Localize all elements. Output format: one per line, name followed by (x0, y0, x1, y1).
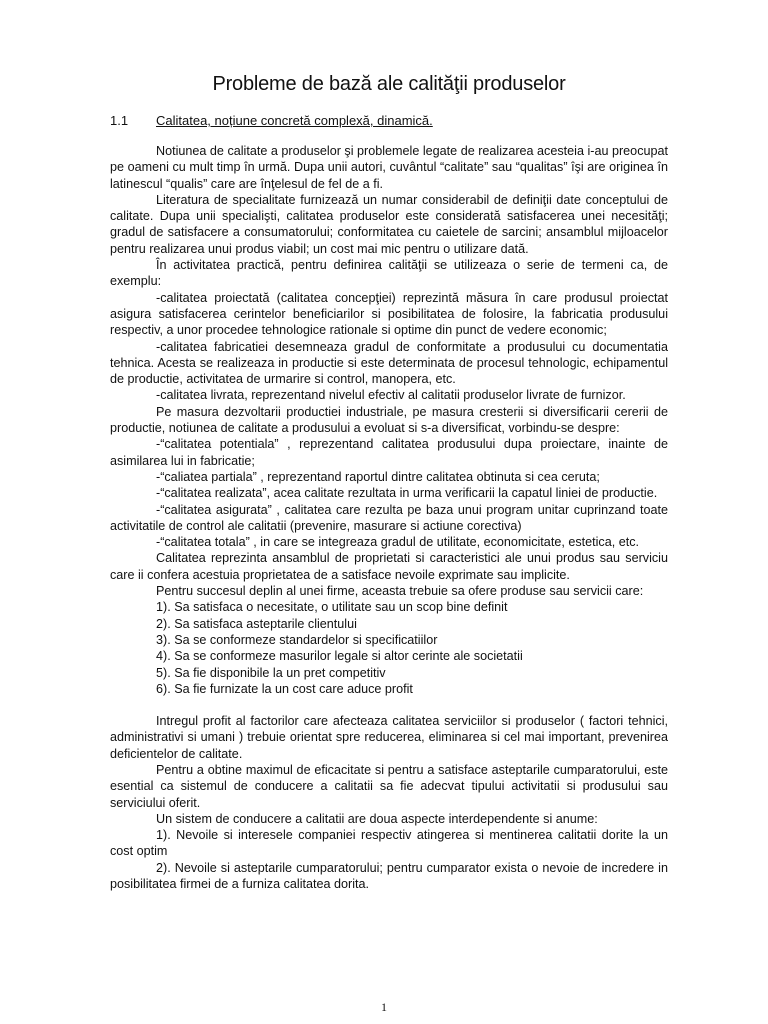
list-item-5: 5). Sa fie disponibile la un pret competitiv (156, 665, 386, 680)
paragraph-15: Intregul profit al factorilor care afecteaza calitatea serviciilor si produselor ( factori tehnici, administrativi si umani ) trebuie orientat spre reducerea, eliminarea si cel mai important, prevenirea deficientelor de calitate. (110, 714, 668, 761)
paragraph-5: -calitatea fabricatiei desemneaza gradul de conformitate a produsului cu documentatia tehnica. Acesta se realizeaza in productie si este determinata de procesul tehnologic, echipamentul de productie, activitatea de urmarire si control, manopera, etc. (110, 339, 668, 387)
paragraph-4: -calitatea proiectată (calitatea concepţiei) reprezintă măsura în care produsul proiectat asigura satisfacerea cerintelor beneficiarilor si posibilitatea de folosire, la fabricatia produsului respectiv, a unor procedee tehnologice rationale si optime din punct de vedere economic; (110, 290, 668, 338)
paragraph-10: -“calitatea realizata”, acea calitate rezultata in urma verificarii la capatul liniei de productie. (156, 486, 658, 501)
list-item-4: 4). Sa se conformeze masurilor legale si altor cerinte ale societatii (156, 649, 523, 664)
paragraph-17: Un sistem de conducere a calitatii are doua aspecte interdependente si anume: (156, 811, 598, 826)
list-item-3: 3). Sa se conformeze standardelor si specificatiilor (156, 632, 438, 647)
section-title: Calitatea, noțiune concretă complexă, dinamică. (156, 113, 433, 128)
list-item-6: 6). Sa fie furnizate la un cost care aduce profit (156, 681, 413, 696)
section-heading (110, 113, 668, 129)
aspect-item-1: 1). Nevoile si interesele companiei respectiv atingerea si mentinerea calitatii dorite la un cost optim (110, 828, 668, 859)
page-number: 1 (381, 1000, 387, 1014)
paragraph-11: -“calitatea asigurata” , calitatea care rezulta pe baza unui program unitar cuprinzand toate activitatile de control ale calitatii (prevenire, masurare si actiune corectiva) (110, 502, 668, 533)
paragraph-14: Pentru succesul deplin al unei firme, aceasta trebuie sa ofere produse sau servicii care: (156, 584, 644, 599)
paragraph-6: -calitatea livrata, reprezentand nivelul efectiv al calitatii produselor livrate de furnizor. (156, 388, 626, 403)
paragraph-13: Calitatea reprezinta ansamblul de proprietati si caracteristici ale unui produs sau serviciu care ii confera acestuia proprietatea de a satisface nevoile exprimate sau implicite. (110, 551, 668, 582)
paragraph-12: -“calitatea totala” , in care se integreaza gradul de utilitate, economicitate, estetica, etc. (156, 535, 640, 550)
paragraph-2: Literatura de specialitate furnizează un numar considerabil de definiţii date conceptului de calitate. Dupa unii specialişti, calitatea produselor este considerată satisfacerea unei necesităţi; gradul de satisfacere a consumatorului; conformitatea cu caietele de sarcini; ansamblul mijloacelor pentru realizarea unui produs viabil; un cost mai mic pentru o utilizare dată. (110, 192, 668, 256)
document-body (110, 143, 668, 892)
paragraph-7: Pe masura dezvoltarii productiei industriale, pe masura cresterii si diversificarii cererii de productie, notiunea de calitate a produsului a evoluat si s-a diversificat, vorbindu-se despre: (110, 404, 668, 436)
document-title: Probleme de bază ale calităţii produselor (212, 73, 566, 95)
paragraph-1: Notiunea de calitate a produselor şi problemele legate de realizarea acesteia i-au preocupat pe oameni cu mult timp în urmă. Dupa unii autori, cuvântul “calitate” sau “qualitas” îşi are originea în latinescul “qualis” care are înţelesul de fel de a fi. (110, 144, 668, 191)
paragraph-8: -“calitatea potentiala” , reprezentand calitatea produsului dupa proiectare, inainte de asimilarea lui in fabricatie; (110, 437, 668, 468)
paragraph-3: În activitatea practică, pentru definirea calităţii se utilizeaza o serie de termeni ca, de exemplu: (110, 258, 668, 289)
list-item-2: 2). Sa satisfaca asteptarile clientului (156, 616, 357, 631)
list-item-1: 1). Sa satisfaca o necesitate, o utilitate sau un scop bine definit (156, 600, 508, 615)
section-number: 1.1 (110, 113, 129, 128)
paragraph-16: Pentru a obtine maximul de eficacitate si pentru a satisface asteptarile cumparatorului, este esential ca sistemul de conducere a calitatii sa fie adecvat tipului activitatii si produsului sau serviciului oferit. (110, 762, 668, 810)
document-page (110, 70, 668, 892)
aspect-item-2: 2). Nevoile si asteptarile cumparatorului; pentru cumparator exista o nevoie de incredere in posibilitatea firmei de a furniza calitatea dorita. (110, 860, 668, 892)
paragraph-9: -“caliatea partiala” , reprezentand raportul dintre calitatea obtinuta si cea ceruta; (156, 469, 600, 484)
